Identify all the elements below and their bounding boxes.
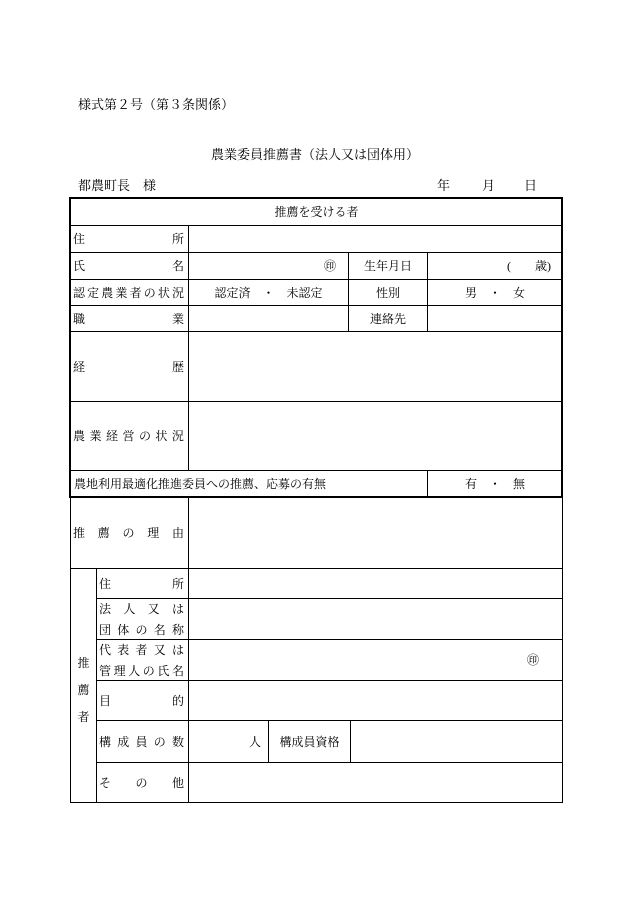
- member-qualification-field: [350, 720, 563, 763]
- label-char: 状: [157, 285, 170, 300]
- purpose-label-text: [97, 694, 188, 708]
- label-char: 況: [171, 285, 184, 300]
- recommender-address-field: [188, 568, 563, 599]
- promotion-committee-question-text: 農地利用最適化推進委員への推薦、応募の有無: [74, 477, 327, 491]
- birthdate-label-text: 生年月日: [363, 259, 412, 273]
- label-char: 員: [135, 734, 148, 749]
- recommender-group-label-text: [71, 569, 96, 802]
- label-char: 由: [171, 526, 184, 540]
- career-label-text: [71, 360, 188, 374]
- label-char: 理: [113, 663, 126, 678]
- label-char: 職: [73, 311, 86, 326]
- label-char: 経: [73, 359, 86, 374]
- label-char: 者: [129, 285, 142, 300]
- farming-status-label: [70, 401, 189, 471]
- label-char: 氏: [73, 259, 86, 273]
- representative-field: [188, 639, 563, 681]
- occupation-field: [188, 305, 349, 332]
- label-char: 歴: [171, 359, 184, 374]
- certified-farmer-label-text: [71, 286, 188, 300]
- label-char: 又: [147, 601, 160, 616]
- label-char: 者: [135, 642, 148, 657]
- promotion-committee-question: [70, 470, 428, 498]
- organization-name-label-lines: [97, 602, 188, 637]
- form-number: 様式第２号（第３条関係）: [78, 97, 235, 112]
- label-char: 人: [123, 601, 136, 616]
- contact-label: [348, 305, 428, 332]
- label-char: は: [171, 601, 184, 616]
- farming-status-label-text: [71, 429, 188, 443]
- label-char: 理: [147, 526, 160, 540]
- birthdate-field: [427, 252, 563, 280]
- label-char: の: [143, 285, 156, 300]
- contact-label-text: 連絡先: [369, 311, 406, 326]
- organization-name-field: [188, 598, 563, 640]
- representative-label-lines: [97, 643, 188, 678]
- purpose-label: [96, 680, 189, 721]
- nominee-name-label-text: [71, 259, 188, 273]
- label-char: 称: [171, 622, 184, 637]
- promotion-committee-options: [427, 470, 563, 498]
- certified-farmer-options: [188, 279, 349, 306]
- contact-field: [427, 305, 563, 332]
- label-char: 薦: [97, 526, 110, 540]
- organization-name-label-line: [97, 623, 188, 637]
- organization-name-label-line: [97, 602, 188, 616]
- representative-label: [96, 639, 189, 681]
- label-char: の: [122, 526, 135, 540]
- label-char: 状: [155, 429, 168, 443]
- recommendation-reason-label: [70, 497, 189, 569]
- occupation-label: [70, 305, 189, 332]
- label-char: 認: [73, 285, 86, 300]
- label-char: 薦: [77, 682, 90, 697]
- label-char: 表: [117, 642, 130, 657]
- label-char: 推: [77, 655, 90, 670]
- label-char: 団: [99, 622, 112, 637]
- label-char: 所: [171, 232, 184, 246]
- nominee-header-text: 推薦を受ける者: [274, 205, 359, 219]
- recommender-group-label: [70, 568, 97, 803]
- label-char: 氏: [157, 663, 170, 678]
- form-title: 農業委員推薦書（法人又は団体用）: [210, 147, 419, 162]
- date-month: 月: [482, 178, 496, 193]
- label-char: 農: [73, 429, 86, 443]
- label-char: の: [153, 734, 166, 749]
- member-count-field: [188, 720, 269, 763]
- career-field: [188, 331, 563, 402]
- label-char: 業: [115, 285, 128, 300]
- gender-options-text: 男 ・ 女: [464, 285, 525, 300]
- label-char: 代: [99, 642, 112, 657]
- date-year: 年: [437, 178, 451, 193]
- gender-label: [348, 279, 428, 306]
- recommender-address-label-text: [97, 577, 188, 591]
- label-char: の: [135, 775, 148, 790]
- label-char: 営: [122, 429, 135, 443]
- age-text: ( 歳): [507, 259, 551, 273]
- label-char: 体: [117, 622, 130, 637]
- date-day: 日: [524, 178, 538, 193]
- other-label-text: [97, 776, 188, 790]
- label-char: 構: [99, 734, 112, 749]
- nominee-seal-mark: ㊞: [323, 259, 336, 273]
- recommendation-reason-label-text: [71, 526, 188, 540]
- label-char: そ: [99, 775, 112, 790]
- label-char: 成: [117, 734, 130, 749]
- label-char: 者: [77, 709, 90, 724]
- other-field: [188, 762, 563, 803]
- certified-farmer-options-text: 認定済 ・ 未認定: [214, 285, 323, 300]
- label-char: 法: [99, 601, 112, 616]
- nominee-name-field: [188, 252, 349, 280]
- label-char: 推: [73, 526, 86, 540]
- representative-seal-mark: ㊞: [526, 653, 539, 667]
- label-char: 名: [153, 622, 166, 637]
- nominee-name-label: [70, 252, 189, 280]
- purpose-field: [188, 680, 563, 721]
- label-char: の: [142, 663, 155, 678]
- member-count-unit: 人: [248, 734, 261, 749]
- farming-status-field: [188, 401, 563, 471]
- promotion-committee-options-text: 有 ・ 無: [464, 477, 525, 491]
- nominee-address-label: [70, 225, 189, 253]
- label-char: 住: [99, 576, 112, 591]
- label-char: 名: [171, 259, 184, 273]
- representative-label-line: [97, 643, 188, 657]
- member-count-label-text: [97, 735, 188, 749]
- label-char: 目: [99, 693, 112, 708]
- gender-label-text: 性別: [375, 285, 400, 300]
- organization-name-label: [96, 598, 189, 640]
- label-char: 農: [101, 285, 114, 300]
- label-char: 業: [171, 311, 184, 326]
- nominee-header: [70, 198, 563, 226]
- label-char: 住: [73, 232, 86, 246]
- member-count-label: [96, 720, 189, 763]
- nominee-address-label-text: [71, 232, 188, 246]
- label-char: 況: [171, 429, 184, 443]
- representative-label-line: [97, 664, 188, 678]
- certified-farmer-label: [70, 279, 189, 306]
- label-char: 所: [171, 576, 184, 591]
- occupation-label-text: [71, 312, 188, 326]
- label-char: 数: [171, 734, 184, 749]
- label-char: 的: [171, 693, 184, 708]
- label-char: 定: [87, 285, 100, 300]
- recommender-address-label: [96, 568, 189, 599]
- member-qualification-label: [268, 720, 351, 763]
- addressee: 都農町長 様: [78, 178, 157, 193]
- label-char: 経: [105, 429, 118, 443]
- label-char: 人: [128, 663, 141, 678]
- birthdate-label: [348, 252, 428, 280]
- career-label: [70, 331, 189, 402]
- label-char: の: [138, 429, 151, 443]
- nominee-address-field: [188, 225, 563, 253]
- member-qualification-label-text: 構成員資格: [279, 734, 340, 749]
- label-char: 業: [89, 429, 102, 443]
- recommendation-reason-field: [188, 497, 563, 569]
- label-char: は: [171, 642, 184, 657]
- label-char: の: [135, 622, 148, 637]
- label-char: 管: [99, 663, 112, 678]
- label-char: 他: [171, 775, 184, 790]
- other-label: [96, 762, 189, 803]
- label-char: 又: [153, 642, 166, 657]
- gender-options: [427, 279, 563, 306]
- label-char: 名: [171, 663, 184, 678]
